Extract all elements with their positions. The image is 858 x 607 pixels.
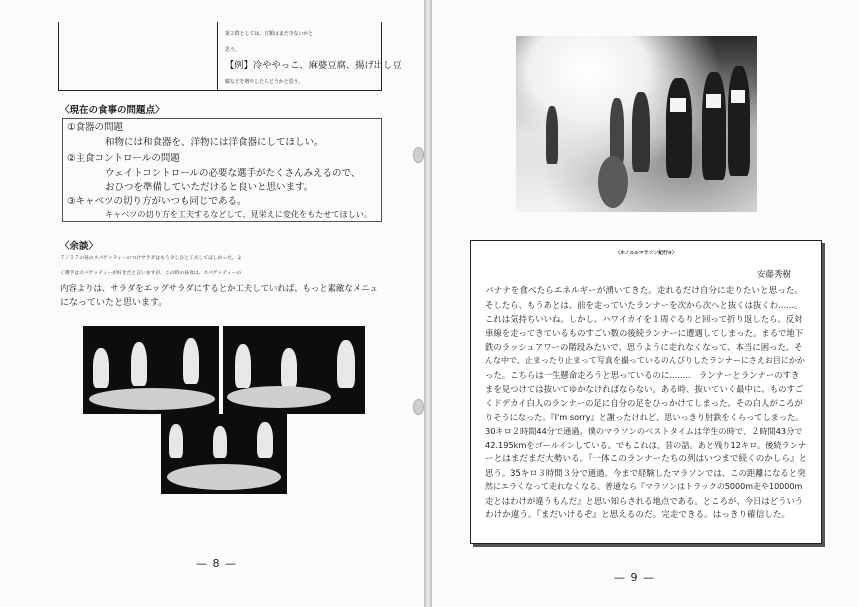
dinner-photo [83, 326, 219, 414]
problem-title: ①食器の問題 [67, 122, 124, 133]
problem-line: 和物には和食器を、洋物には洋食器にしてほしい。 [105, 137, 324, 148]
digression-heading: 〈余談〉 [60, 241, 99, 252]
story-line: 走とはわけが違うもんだ』と思い知らされる地点である。ところが、今日はどういう [485, 496, 804, 506]
table-cell-line: 第２群としては、豆類はまだ少ないかと [225, 31, 314, 37]
table-divider [217, 22, 218, 90]
page-number: — 9 — [614, 571, 655, 584]
problems-box [62, 118, 382, 222]
table-cell [225, 26, 402, 90]
digression-text [60, 252, 378, 310]
story-line: まを見つけては抜いてゆかなければならない。ある時、抜いていく最中に、ものすご [485, 384, 804, 394]
story-line: 車線を走ってきているものすごい数の後続ランナーに遭遇してしまった。まるで地下 [485, 328, 804, 338]
binding-gutter [424, 0, 432, 607]
story-line: った。こちらは一生懸命走ろうと思っているのに........ ランナーとランナーのすき [485, 370, 800, 380]
page-number: — 8 — [196, 557, 237, 570]
story-line: くドデカイ白人のランナーの足に自分の足をひっかけてしまった。その白人がころが [485, 398, 803, 408]
story-line: 然にエラくなって走れなくなる。普通なら『マラソンはトラックの5000m走や10000m [485, 482, 803, 491]
story-line: 30キロ２時間44分で通過。僕のマラソンのベストタイムは学生の時で、２時間43分で [485, 426, 803, 436]
story-author: 安藤秀樹 [756, 270, 791, 280]
right-page [432, 0, 858, 607]
story-line: バナナを食べたらエネルギーが湧いてきた。走れるだけ自分に走りたいと思った。 [485, 286, 803, 296]
story-line: 思う。35キロ３時間３分で通過。今まで経験したマラソンでは、この距離になると突 [485, 468, 806, 478]
dinner-photo [223, 326, 365, 414]
story-line: んな中で、止まったり止まって写真を撮っているのんびりしたランナーにさえお目にかか [485, 356, 805, 365]
digression-line: く選手はスパゲッティーが好きだと言いますが、この時の昼食は、スパゲッティーの [60, 270, 242, 276]
problem-line: キャベツの切り方を工夫するなどして、見栄えに変化をもたせてほしい。 [105, 209, 372, 219]
story-line: これは気持ちいいね。しかし、ハワイカイを１周ぐるりと回って折り返したら、反対 [485, 314, 803, 324]
digression-line: 内容よりは、サラダをエッグサラダにするとか工夫していれば、もっと素敵なメニュ [60, 283, 378, 293]
story-line: りそうになった。『I'm sorry』と謝ったけれど、思いっきり肘鉄をくらってしまった。 [485, 412, 804, 422]
story-line: そしたら、もうあとは、前を走っていたランナーを次から次へと抜くは抜くわ......。 [485, 300, 803, 310]
binding-hole [413, 147, 424, 163]
digression-line: になっていたと思います。 [60, 297, 168, 308]
digression-line: ７／１７の昼のスパゲッティーのつけサラダはもう少しひと工夫してほしかった。よ [60, 256, 242, 261]
problem-title: ③キャベツの切り方がいつも同じである。 [67, 196, 247, 207]
story-title: 〈ホノルルマラソン紀行⑩〉 [615, 251, 677, 256]
story-line: 42.195kmをゴールインしている。でもこれは、昔の話。あと残り12キロ。後続ランナ [485, 440, 807, 450]
table-cell-line: 【例】冷ややっこ、麻婆豆腐、揚げ出し豆 [225, 60, 402, 71]
dinner-photo [161, 414, 287, 494]
problem-line: おひつを準備していただけると良いと思います。 [105, 182, 314, 193]
problem-title: ②主食コントロールの問題 [67, 153, 180, 164]
top-table-fragment [58, 22, 402, 91]
table-cell-line: 腐などを増やしたらどうかと思う。 [225, 79, 304, 85]
story-line: わけか違う。『まだいけるぞ』と思えるのだ。完走できる。はっきり確信した。 [485, 510, 791, 520]
story-line: 鉄のラッシュアワーの階段みたいで、思うように走れなくなって、本当に困った。そ [485, 342, 803, 352]
problems-heading: 〈現在の食事の問題点〉 [60, 105, 165, 116]
binding-hole [413, 399, 424, 415]
story-box [470, 240, 822, 544]
table-cell-line: 思う。 [225, 47, 240, 53]
problem-line: ウェイトコントロールの必要な選手がたくさんみえるので、 [105, 168, 361, 179]
left-page [0, 0, 424, 607]
story-line: ーとはまだまだ大勢いる。『一体このランナーたちの列はいつまで続くのかしら』と [485, 454, 808, 464]
marathon-photo [516, 36, 757, 212]
